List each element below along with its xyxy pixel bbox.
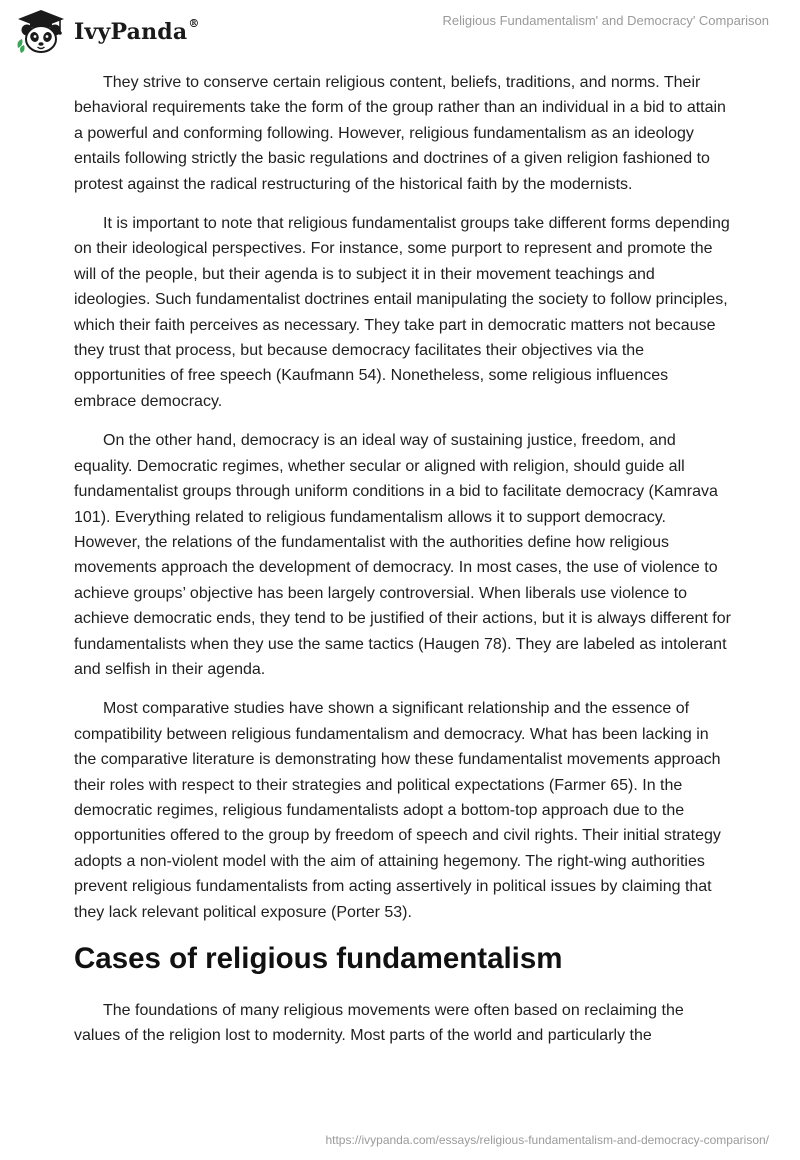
panda-graduate-icon: [14, 8, 68, 56]
paragraph: It is important to note that religious fundamentalist groups take different forms depending on their ideological perspectives. For instance, some purport to represent and promote the will of the people, but their agenda is to subject it in their movement teachings and ideologies. Such fundamentalist doctrines entail manipulating the society to follow principles, which their faith perceives as necessary. They take part in democratic matters not because they trust that process, but because democracy facilitates their objectives via the opportunities of free speech (Kaufmann 54). Nonetheless, some religious influences embrace democracy.: [74, 215, 730, 410]
essay-body: [74, 70, 734, 1063]
paragraph: They strive to conserve certain religious content, beliefs, traditions, and norms. Their behavioral requirements take the form of the group rather than an individual in a bid to attain a powerful and conforming following. However, religious fundamentalism as an ideology entails following strictly the basic regulations and doctrines of a given religion fashioned to protest against the radical restructuring of the historical faith by the modernists.: [74, 74, 726, 193]
paragraph: The foundations of many religious movements were often based on reclaiming the values of the religion lost to modernity. Most parts of the world and particularly the: [74, 1002, 684, 1045]
document-title: Religious Fundamentalism' and Democracy' Comparison: [442, 13, 769, 28]
section-heading: Cases of religious fundamentalism: [74, 942, 563, 975]
source-url[interactable]: https://ivypanda.com/essays/religious-fundamentalism-and-democracy-comparison/: [325, 1133, 769, 1147]
registered-mark: ®: [188, 17, 200, 30]
paragraph: On the other hand, democracy is an ideal way of sustaining justice, freedom, and equality. Democratic regimes, whether secular or aligned with religion, should guide all fundamentalist groups through uniform conditions in a bid to facilitate democracy (Kamrava 101). Everything related to religious fundamentalism allows it to support democracy. However, the relations of the fundamentalist with the authorities define how religious movements approach the development of democracy. In most cases, the use of violence to achieve groups’ objective has been largely controversial. When liberals use violence to achieve democratic ends, they tend to be justified of their actions, but it is always different for fundamentalists when they use the same tactics (Haugen 78). They are labeled as intolerant and selfish in their agenda.: [74, 432, 731, 678]
logo-text: IvyPanda®: [74, 17, 200, 45]
paragraph: Most comparative studies have shown a significant relationship and the essence of compatibility between religious fundamentalism and democracy. What has been lacking in the comparative literature is demonstrating how these fundamentalist movements approach their roles with respect to their strategies and political expectations (Farmer 65). In the democratic regimes, religious fundamentalists adopt a bottom-top approach due to the opportunities offered to the group by freedom of speech and civil rights. Their initial strategy adopts a non-violent model with the aim of attaining hegemony. The right-wing authorities prevent religious fundamentalists from acting assertively in political issues by claiming that they lack relevant political exposure (Porter 53).: [74, 700, 721, 921]
page-header: [0, 0, 800, 64]
ivypanda-logo[interactable]: [14, 8, 200, 56]
